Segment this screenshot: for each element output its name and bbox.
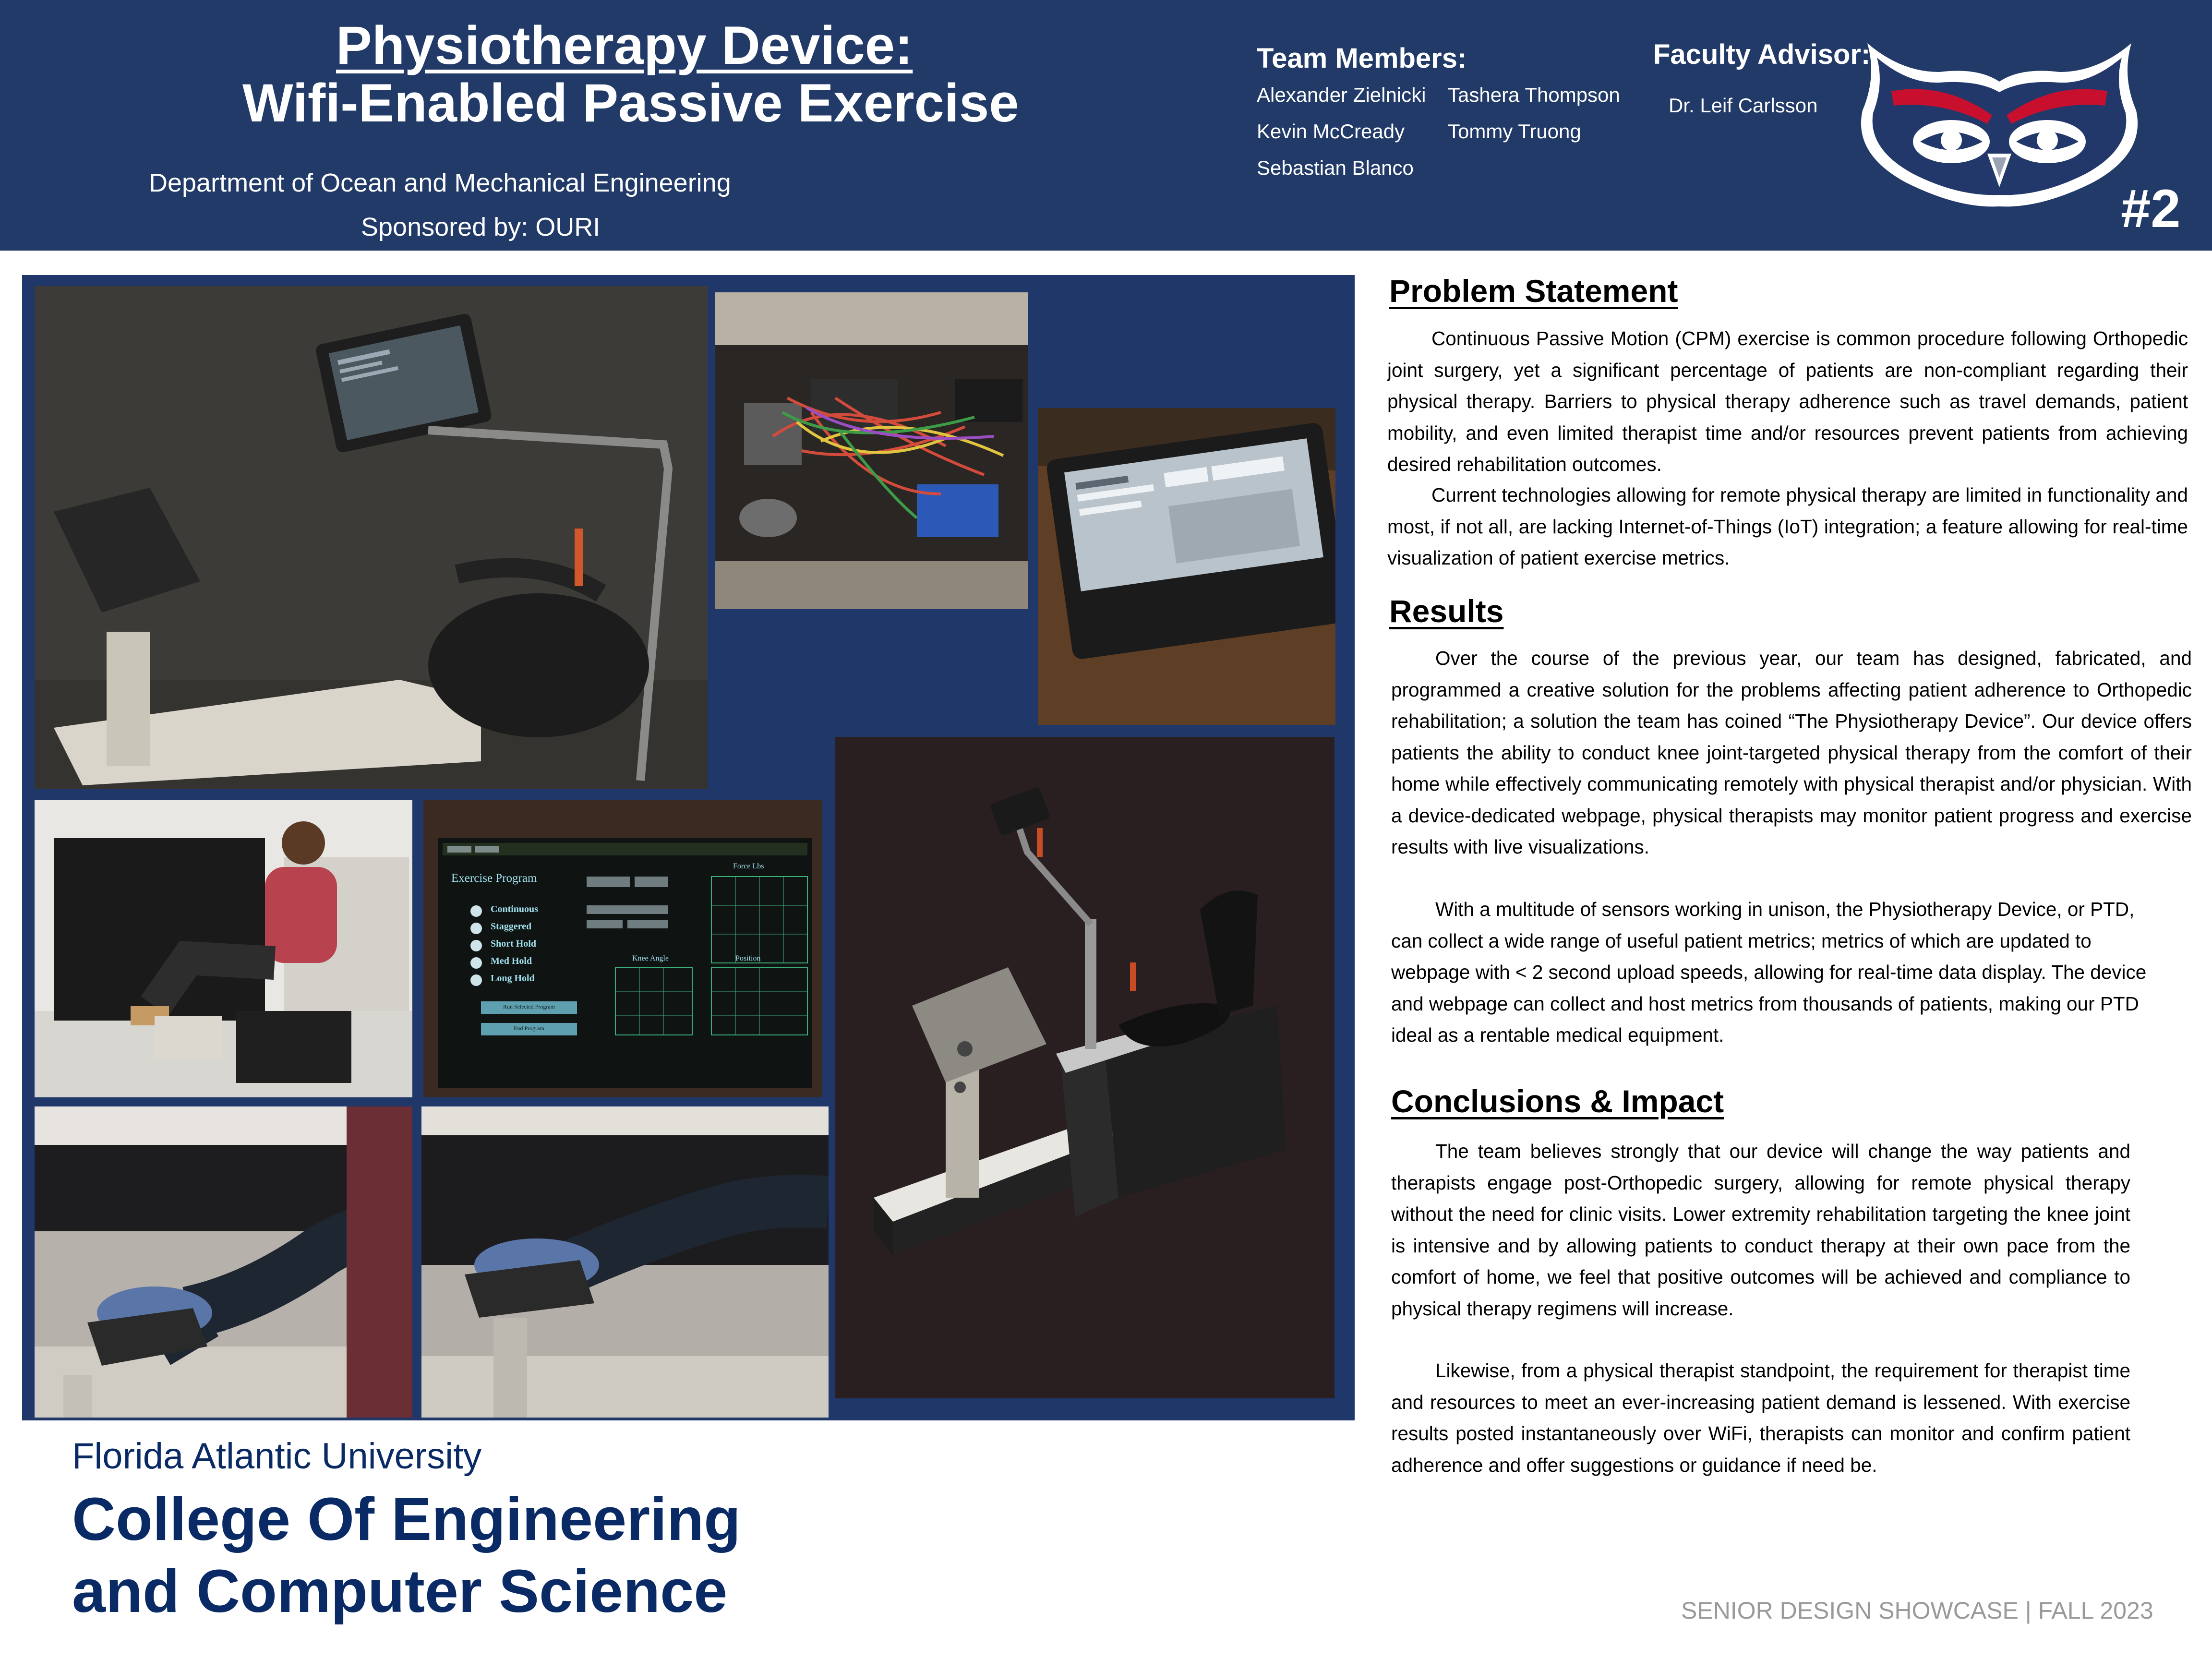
gui-run-button: Run Selected Program	[503, 1003, 555, 1010]
faculty-advisor-name: Dr. Leif Carlsson	[1669, 94, 1818, 117]
gui-exercise-program-label: Exercise Program	[451, 872, 537, 885]
tablet-closeup-photo	[1038, 408, 1335, 725]
sponsor-label: Sponsored by: OURI	[361, 213, 601, 241]
team-member: Tashera Thompson	[1448, 84, 1620, 106]
gui-option: Staggered	[491, 921, 532, 932]
team-member: Alexander Zielnicki	[1257, 84, 1426, 106]
college-name-line1: College Of Engineering	[72, 1485, 741, 1553]
owl-logo-icon	[1848, 38, 2151, 211]
leg-exercise-photo-1	[35, 1106, 412, 1418]
showcase-footer: SENIOR DESIGN SHOWCASE | FALL 2023	[1681, 1597, 2153, 1624]
leg-exercise-photo-2	[421, 1106, 829, 1418]
faculty-advisor-heading: Faculty Advisor:	[1653, 39, 1871, 70]
poster-title-line1: Physiotherapy Device:	[336, 15, 913, 75]
header-banner	[0, 0, 2212, 251]
device-overview-photo	[35, 286, 708, 789]
problem-paragraph-1: Continuous Passive Motion (CPM) exercise is common procedure following Orthopedic joint surgery, yet a significant percentage of patients are non-compliant regarding their physical therapy. Barriers to physical therapy adherence such as travel demands, patient mobility, and even limited therapist time and/or resources prevent patients from achieving desired rehabilitation outcomes.	[1387, 327, 2188, 475]
gui-option: Long Hold	[491, 973, 535, 984]
team-member: Sebastian Blanco	[1257, 156, 1414, 179]
gui-screen-photo	[423, 800, 822, 1097]
problem-paragraph-2: Current technologies allowing for remote physical therapy are limited in functionality and most, if not all, are lacking Internet-of-Things (IoT) integration; a feature allowing for real-time visualization of patient exercise metrics.	[1387, 484, 2188, 569]
team-members-heading: Team Members:	[1257, 43, 1467, 74]
team-member: Kevin McCready	[1257, 120, 1405, 143]
problem-statement-heading: Problem Statement	[1389, 273, 1678, 309]
conclusions-paragraph-2: Likewise, from a physical therapist standpoint, the requirement for therapist time and resources to meet an ever-increasing patient demand is lessened. With exercise results posted instantaneously over WiFi, therapists can monitor and confirm patient adherence and offer suggestions or guidance if need be.	[1391, 1359, 2130, 1476]
project-number: #2	[2121, 179, 2181, 239]
results-paragraph-2: With a multitude of sensors working in unison, the Physiotherapy Device, or PTD, can collect a wide range of useful patient metrics; metrics of which are updated to webpage with < 2 second upload speeds, allowing for real-time data display. The device and webpage can collect and host metrics from thousands of patients, making our PTD ideal as a rentable medical equipment.	[1391, 898, 2147, 1046]
gui-option: Continuous	[491, 904, 538, 914]
gui-graph-label: Force Lbs	[733, 862, 764, 870]
conclusions-paragraph-1: The team believes strongly that our device will change the way patients and therapists engage post-Orthopedic surgery, allowing for remote physical therapy without the need for clinic visits. Lower extremity rehabilitation targeting the knee joint is intensive and by allowing patients to conduct therapy at their own pace from the comfort of home, we feel that positive outcomes will be achieved and compliance to physical therapy regimens will increase.	[1391, 1140, 2130, 1320]
gui-option: Short Hold	[491, 938, 537, 949]
gui-graph-label: Knee Angle	[632, 954, 669, 962]
college-name	[72, 1483, 741, 1627]
results-paragraph-1: Over the course of the previous year, our team has designed, fabricated, and programmed a creative solution for the problems affecting patient adherence to Orthopedic rehabilitation; a solution the team has coined “The Physiotherapy Device”. Our device offers patients the ability to conduct knee joint-targeted physical therapy from the comfort of their home while effectively communicating remotely with physical therapist and/or physician. With a device-dedicated webpage, physical therapists may monitor patient progress and exercise results with live visualizations.	[1391, 647, 2192, 858]
department-label: Department of Ocean and Mechanical Engineering	[149, 168, 731, 197]
gui-program-options	[491, 901, 538, 987]
gui-option: Med Hold	[491, 956, 532, 966]
university-name: Florida Atlantic University	[72, 1436, 482, 1477]
photo-collage	[22, 275, 1355, 1420]
results-heading: Results	[1389, 593, 1504, 629]
conclusions-heading: Conclusions & Impact	[1391, 1083, 1724, 1119]
electronics-photo	[715, 292, 1028, 609]
team-member: Tommy Truong	[1448, 120, 1581, 143]
college-name-line2: and Computer Science	[72, 1557, 728, 1625]
device-render-photo	[835, 737, 1334, 1398]
gui-end-button: End Program	[514, 1025, 544, 1032]
poster-title-line2: Wifi-Enabled Passive Exercise	[242, 73, 1019, 133]
gui-graph-label: Position	[735, 954, 761, 962]
patient-using-device-photo	[35, 800, 412, 1097]
